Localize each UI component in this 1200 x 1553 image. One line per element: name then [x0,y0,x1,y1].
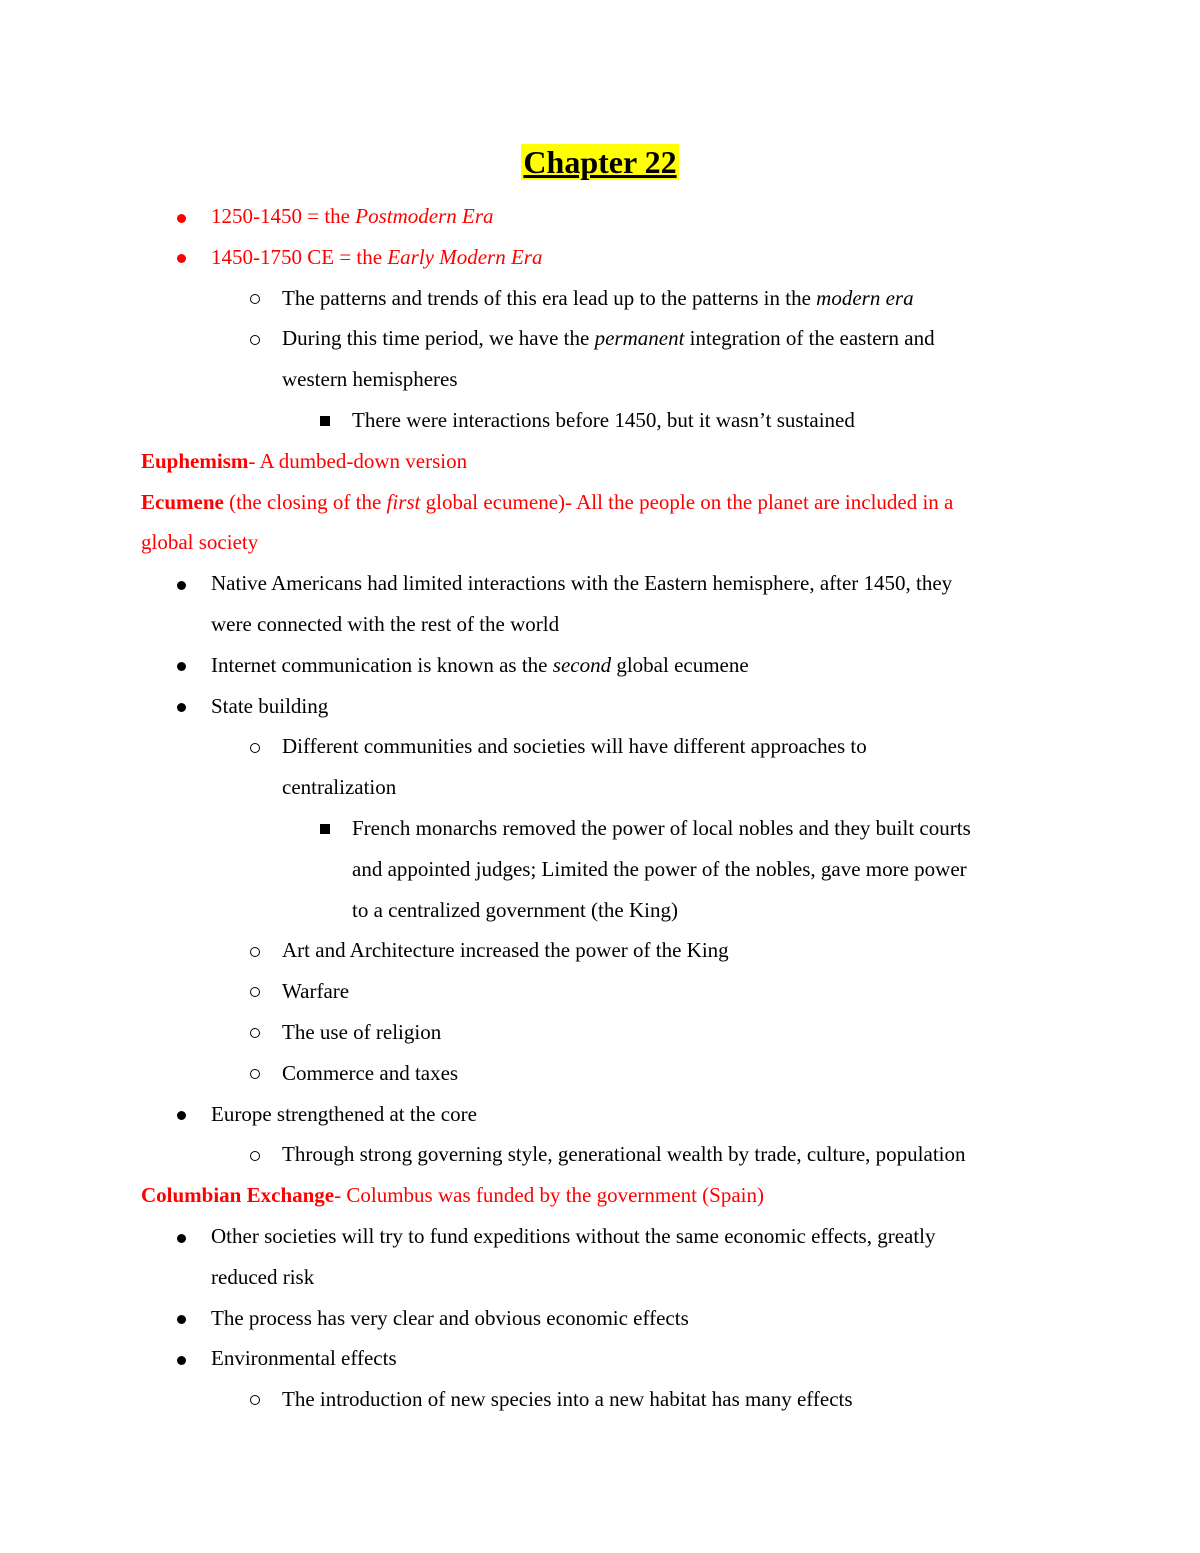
list-item-text: State building [211,693,329,718]
emphasis-text: first [386,489,421,514]
bullet-dot-icon [171,686,191,727]
list-item-text: western hemispheres [282,367,458,392]
list-item-text: to a centralized government (the King) [352,897,678,922]
bullet-circle-icon [245,318,265,359]
list-item-text: integration of the eastern and [684,326,935,351]
bullet-square-icon [315,400,335,441]
list-item [0,1053,1200,1094]
term-label: Euphemism [141,448,249,473]
emphasis-text: Postmodern Era [355,204,494,228]
term-label: Columbian Exchange [141,1183,335,1208]
bullet-circle-icon [245,1134,265,1175]
list-item-text: Native Americans had limited interactions with the Eastern hemisphere, after 1450, they [211,571,953,596]
title-container [0,142,1200,182]
list-item-text: Commerce and taxes [282,1060,459,1085]
bullet-circle-icon [245,278,265,319]
list-item-continuation [0,767,1200,808]
bullet-dot-icon [171,1094,191,1135]
bullet-dot-icon [171,563,191,604]
list-item-text: Warfare [282,979,350,1004]
definition-text: (the closing of the [223,489,387,514]
emphasis-text: Early Modern Era [387,244,543,269]
list-item [0,1379,1200,1420]
list-item-text: Europe strengthened at the core [211,1101,477,1126]
bullet-circle-icon [245,726,265,767]
list-item-text: The introduction of new species into a new habitat has many effects [282,1387,853,1412]
emphasis-text: permanent [594,326,685,351]
list-item [0,1338,1200,1379]
list-item [0,563,1200,604]
list-item-text: The process has very clear and obvious economic effects [211,1305,689,1330]
list-item-continuation [0,1257,1200,1298]
list-item-text: 1250-1450 = the [211,204,356,228]
list-item-text: Art and Architecture increased the power of the King [282,938,729,963]
bullet-circle-icon [245,1053,265,1094]
list-item-text: The use of religion [282,1019,442,1044]
bullet-circle-icon [245,930,265,971]
list-item-text: French monarchs removed the power of local nobles and they built courts [352,815,971,840]
term-definition-continuation [0,522,1200,563]
definition-text: - A dumbed-down version [248,448,468,473]
term-definition [0,441,1200,482]
bullet-square-icon [315,808,335,849]
definition-text: global society [141,530,259,555]
list-item [0,1094,1200,1135]
term-definition [0,1175,1200,1216]
bullet-dot-icon [171,1216,191,1257]
list-item-text: global ecumene [611,652,749,677]
list-item [0,237,1200,278]
list-item-text: The patterns and trends of this era lead up to the patterns in the [282,285,817,310]
list-item-continuation [0,604,1200,645]
bullet-circle-icon [245,1012,265,1053]
page-title: Chapter 22 [523,144,677,180]
list-item [0,726,1200,767]
list-item [0,686,1200,727]
list-item-text: were connected with the rest of the world [211,611,560,636]
list-item-text: reduced risk [211,1264,315,1289]
list-item [0,1012,1200,1053]
list-item [0,1134,1200,1175]
list-item-text: There were interactions before 1450, but it wasn’t sustained [352,407,855,432]
bullet-dot-icon [171,196,191,237]
list-item-text: Environmental effects [211,1346,397,1371]
list-item [0,400,1200,441]
bullet-circle-icon [245,1379,265,1420]
list-item [0,1298,1200,1339]
term-label: Ecumene [141,489,224,514]
list-item [0,645,1200,686]
bullet-dot-icon [171,237,191,278]
term-definition [0,482,1200,523]
bullet-dot-icon [171,645,191,686]
emphasis-text: second [552,652,612,677]
list-item-text: and appointed judges; Limited the power of the nobles, gave more power [352,856,967,881]
list-item-continuation [0,849,1200,890]
bullet-dot-icon [171,1298,191,1339]
list-item-text: Other societies will try to fund expeditions without the same economic effects, greatly [211,1223,936,1248]
definition-text: - Columbus was funded by the government (Spain) [334,1183,764,1208]
list-item-continuation [0,359,1200,400]
definition-text: global ecumene)- All the people on the planet are included in a [420,489,954,514]
list-item-text: Different communities and societies will have different approaches to [282,734,867,759]
list-item [0,930,1200,971]
list-item [0,808,1200,849]
bullet-circle-icon [245,971,265,1012]
list-item [0,196,1200,237]
list-item-text: Through strong governing style, generational wealth by trade, culture, population [282,1142,966,1167]
list-item [0,278,1200,319]
notes-body [0,196,1200,1420]
list-item [0,971,1200,1012]
list-item-text: Internet communication is known as the [211,652,553,677]
list-item-text: 1450-1750 CE = the [211,244,388,269]
list-item [0,318,1200,359]
list-item [0,1216,1200,1257]
list-item-continuation [0,890,1200,931]
bullet-dot-icon [171,1338,191,1379]
list-item-text: centralization [282,775,397,800]
emphasis-text: modern era [816,285,914,310]
list-item-text: During this time period, we have the [282,326,595,351]
